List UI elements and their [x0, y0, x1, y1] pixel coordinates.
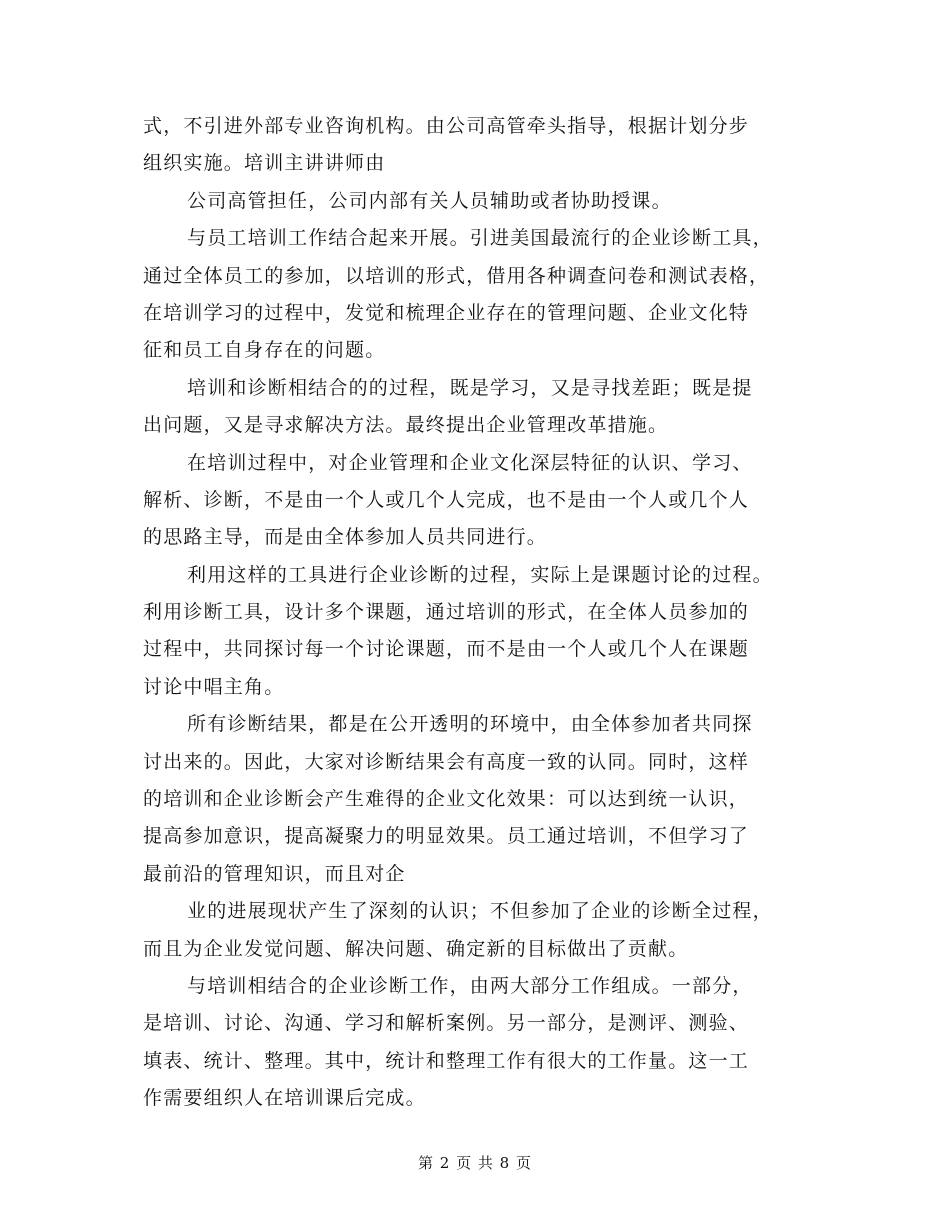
text-line: 征和员工自身存在的问题。 — [143, 339, 386, 362]
text-line: 的培训和企业诊断会产生难得的企业文化效果：可以达到统一认识， — [143, 788, 750, 811]
text-line: 而且为企业发觉问题、解决问题、确定新的目标做出了贡献。 — [143, 937, 689, 960]
text-line: 培训和诊断相结合的的过程，既是学习，又是寻找差距；既是提 — [187, 376, 753, 399]
text-line: 作需要组织人在培训课后完成。 — [143, 1087, 426, 1110]
text-line: 与培训相结合的企业诊断工作，由两大部分工作组成。一部分， — [187, 974, 753, 997]
text-line: 讨出来的。因此，大家对诊断结果会有高度一致的认同。同时，这样 — [143, 750, 750, 773]
text-line: 讨论中唱主角。 — [143, 675, 285, 698]
text-line: 解析、诊断，不是由一个人或几个人完成，也不是由一个人或几个人 — [143, 488, 750, 511]
text-line: 式，不引进外部专业咨询机构。由公司高管牵头指导，根据计划分步 — [143, 115, 750, 137]
text-line: 利用这样的工具进行企业诊断的过程，实际上是课题讨论的过程。 — [187, 563, 773, 586]
body-text — [143, 108, 808, 1118]
text-line: 公司高管担任，公司内部有关人员辅助或者协助授课。 — [187, 189, 672, 212]
text-line: 过程中，共同探讨每一个讨论课题，而不是由一个人或几个人在课题 — [143, 638, 750, 661]
text-line: 的思路主导，而是由全体参加人员共同进行。 — [143, 526, 548, 549]
text-line: 所有诊断结果，都是在公开透明的环境中，由全体参加者共同探 — [187, 713, 753, 736]
text-line: 是培训、讨论、沟通、学习和解析案例。另一部分，是测评、测验、 — [143, 1012, 750, 1035]
text-line: 出问题，又是寻求解决方法。最终提出企业管理改革措施。 — [143, 414, 669, 437]
text-line: 通过全体员工的参加，以培训的形式，借用各种调查问卷和测试表格， — [143, 264, 770, 287]
text-line: 在培训过程中，对企业管理和企业文化深层特征的认识、学习、 — [187, 451, 753, 474]
page-number: 第 2 页 共 8 页 — [418, 1154, 532, 1172]
text-line: 最前沿的管理知识，而且对企 — [143, 862, 406, 885]
text-line: 组织实施。培训主讲讲师由 — [143, 152, 386, 175]
text-line: 利用诊断工具，设计多个课题，通过培训的形式，在全体人员参加的 — [143, 601, 750, 624]
text-line: 填表、统计、整理。其中，统计和整理工作有很大的工作量。这一工 — [143, 1049, 750, 1072]
text-line: 提高参加意识，提高凝聚力的明显效果。员工通过培训，不但学习了 — [143, 825, 750, 848]
text-line: 业的进展现状产生了深刻的认识；不但参加了企业的诊断全过程， — [187, 900, 773, 923]
text-line: 与员工培训工作结合起来开展。引进美国最流行的企业诊断工具， — [187, 227, 773, 250]
text-line: 在培训学习的过程中，发觉和梳理企业存在的管理问题、企业文化特 — [143, 301, 750, 324]
